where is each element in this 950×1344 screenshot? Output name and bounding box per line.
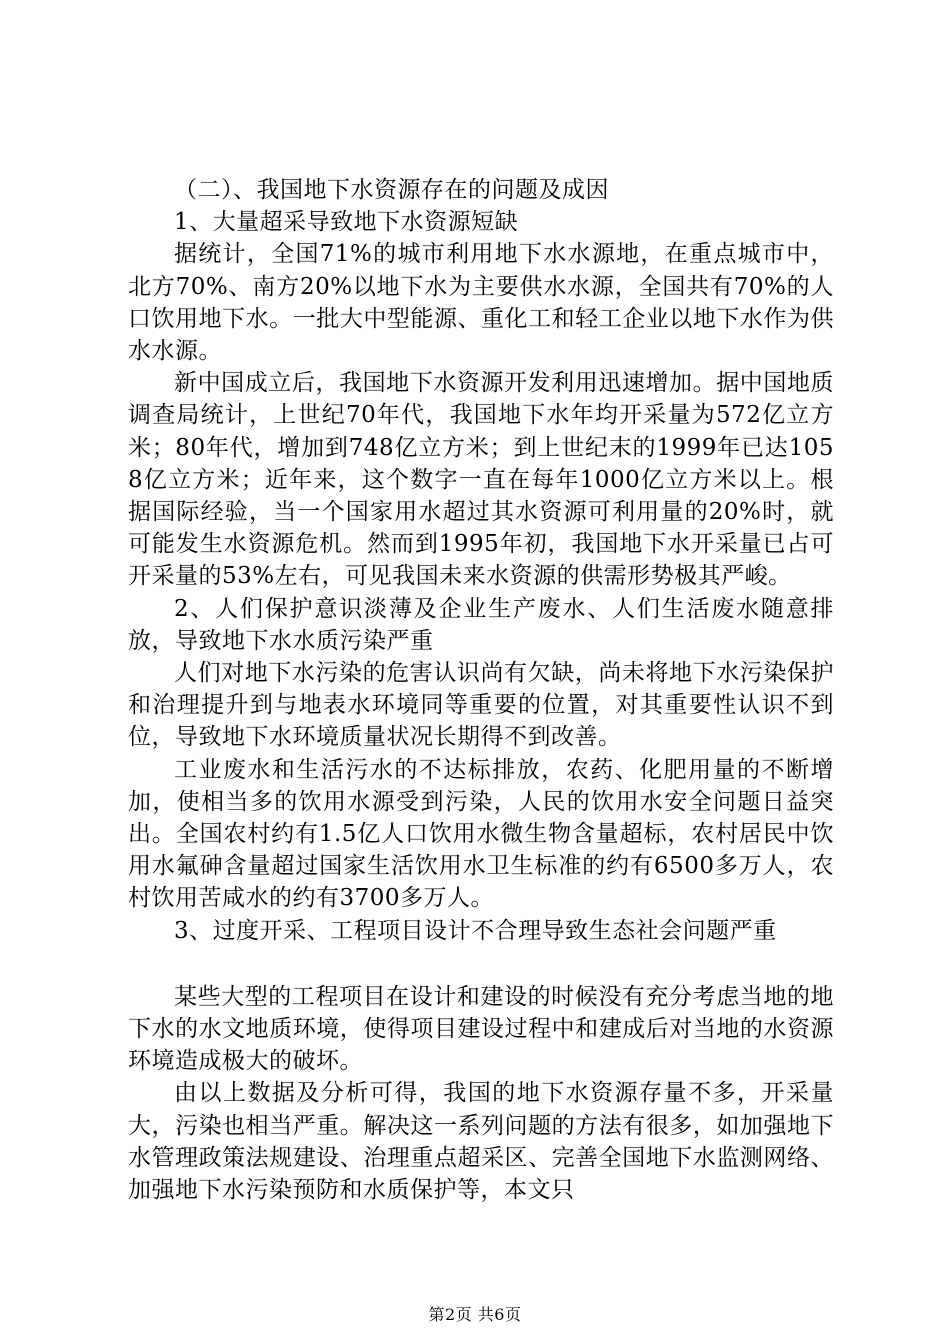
page-indicator: 第2页 共6页 bbox=[428, 1305, 522, 1324]
paragraph-6: 由以上数据及分析可得，我国的地下水资源存量不多，开采量大，污染也相当严重。解决这一系列问题的方法有很多，如加强地下水管理政策法规建设、治理重点超采区、完善全国地下水监测网络、加强地下水污染预防和水质保护等，本文只 bbox=[128, 1080, 834, 1204]
page-footer bbox=[0, 1302, 950, 1325]
subsection-heading-2: 2、人们保护意识淡薄及企业生产废水、人们生活废水随意排放，导致地下水水质污染严重 bbox=[128, 595, 834, 654]
paragraph-3: 人们对地下水污染的危害认识尚有欠缺，尚未将地下水污染保护和治理提升到与地表水环境同等重要的位置，对其重要性认识不到位，导致地下水环境质量状况长期得不到改善。 bbox=[128, 660, 834, 751]
paragraph-gap bbox=[128, 947, 834, 981]
paragraph-5: 某些大型的工程项目在设计和建设的时候没有充分考虑当地的地下水的水文地质环境，使得项目建设过程中和建成后对当地的水资源环境造成极大的破坏。 bbox=[128, 983, 834, 1075]
paragraph-4: 工业废水和生活污水的不达标排放，农药、化肥用量的不断增加，使相当多的饮用水源受到污染，人民的饮用水安全问题日益突出。全国农村约有1.5亿人口饮用水微生物含量超标，农村居民中饮用水氟砷含量超过国家生活饮用水卫生标准的约有6500多万人，农村饮用苦咸水的约有3700多万人。 bbox=[128, 756, 834, 912]
paragraph-1: 据统计，全国71%的城市利用地下水水源地，在重点城市中，北方70%、南方20%以地下水为主要供水水源，全国共有70%的人口饮用地下水。一批大中型能源、重化工和轻工企业以地下水作为供水水源。 bbox=[128, 241, 834, 365]
section-title: （二）、我国地下水资源存在的问题及成因 bbox=[174, 177, 609, 203]
subsection-heading-3: 3、过度开采、工程项目设计不合理导致生态社会问题严重 bbox=[174, 917, 777, 944]
document-body bbox=[128, 174, 834, 1206]
paragraph-2: 新中国成立后，我国地下水资源开发利用迅速增加。据中国地质调查局统计，上世纪70年代，我国地下水年均开采量为572亿立方米；80年代，增加到748亿立方米；到上世纪末的1999年已达1058亿立方米；近年来，这个数字一直在每年1000亿立方米以上。根据国际经验，当一个国家用水超过其水资源可利用量的20%时，就可能发生水资源危机。然而到1995年初，我国地下水开采量已占可开采量的53%左右，可见我国未来水资源的供需形势极其严峻。 bbox=[128, 370, 834, 590]
subsection-heading-1: 1、大量超采导致地下水资源短缺 bbox=[174, 209, 519, 236]
